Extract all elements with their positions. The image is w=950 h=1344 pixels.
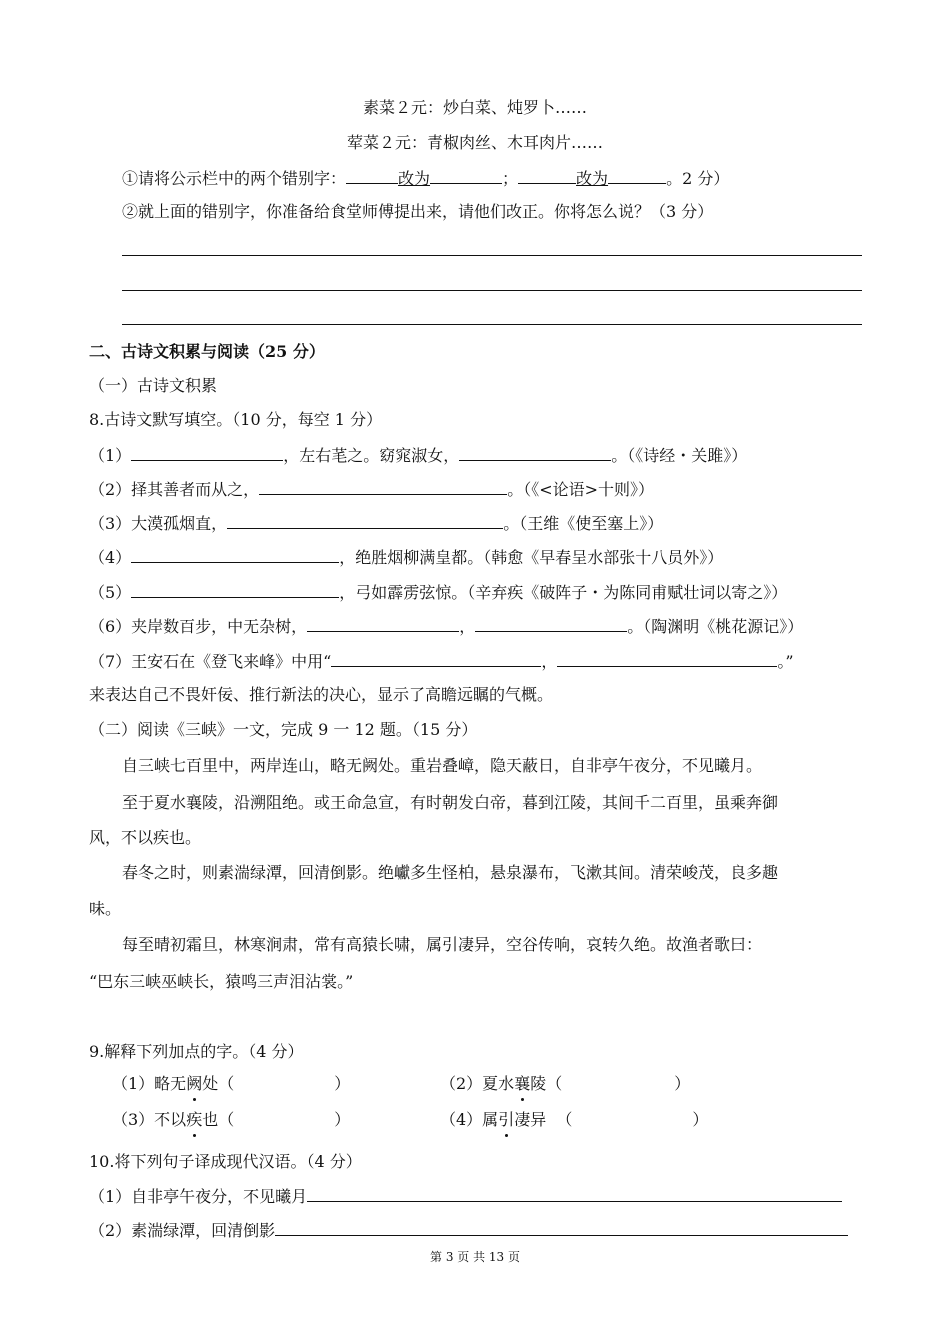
q8-l7-blank-2[interactable] [557,649,777,667]
q9-i4-dotted-char: 引 [498,1110,515,1129]
q8-l6-src: 。（陶渊明《桃花源记》） [627,617,804,636]
q8-l4-num: （4） [89,548,132,567]
q8-l7-comma: ， [541,652,558,671]
q8-line-4 [89,545,723,569]
q7-separator: ； [502,169,519,188]
passage-p4-line2: “巴东三峡巫峡长，猿鸣三声泪沾裳。” [89,972,354,991]
typo-blank-2[interactable] [518,166,576,184]
q9-i3-close: ） [334,1110,351,1129]
q8-l7-close: 。” [777,652,794,671]
q8-l1-src: 。（《诗经・关雎》） [611,446,748,465]
answer-line-2[interactable] [122,290,862,291]
q7-change-label-1: 改为 [398,169,431,188]
q8-l1-num: （1） [89,446,132,465]
q9-i4-close: ） [692,1110,709,1129]
section2-sub2: （二）阅读《三峡》一文，完成 9 一 12 题。（15 分） [89,720,478,739]
fix-blank-2[interactable] [608,166,666,184]
q9-i3-post: 也（ [202,1110,235,1129]
q8-title: 8.古诗文默写填空。（10 分，每空 1 分） [89,410,383,429]
q9-i4-post: 凄异 （ [514,1110,573,1129]
q8-l6-blank-1[interactable] [307,614,459,632]
fix-blank-1[interactable] [430,166,502,184]
q8-l6-text: （6）夹岸数百步，中无杂树， [89,617,308,636]
q10-title: 10.将下列句子译成现代汉语。（4 分） [89,1152,362,1171]
section2-title: 二、古诗文积累与阅读（25 分） [89,342,325,361]
q8-l3-src: 。（王维《使至塞上》） [503,514,664,533]
q9-i2-dotted-char: 襄 [514,1074,531,1093]
q7-part1-prefix: ①请将公示栏中的两个错别字： [122,169,347,188]
q9-item-1 [112,1073,350,1095]
answer-line-3[interactable] [122,324,862,325]
q8-l2-blank[interactable] [259,477,507,495]
q8-l5-num: （5） [89,583,132,602]
menu-meat: 荤菜２元：青椒肉丝、木耳肉片…… [346,133,603,152]
q9-i1-post: 处（ [202,1074,235,1093]
q10-sentence-2 [89,1218,848,1242]
q9-i2-pre: （2）夏水 [440,1074,515,1093]
passage-p3-line1: 春冬之时，则素湍绿潭，回清倒影。绝巘多生怪柏，悬泉瀑布，飞漱其间。清荣峻茂，良多趣 [122,863,779,882]
q8-l5-src: ，弓如霹雳弦惊。（辛弃疾《破阵子・为陈同甫赋壮词以寄之》） [339,583,788,602]
q8-l4-blank[interactable] [131,545,339,563]
q8-l2-text: （2）择其善者而从之， [89,480,260,499]
q8-line-5 [89,580,787,604]
q8-l1-blank-2[interactable] [459,443,611,461]
q9-i1-pre: （1）略无 [112,1074,187,1093]
q8-line-3 [89,511,663,535]
q8-l2-src: 。（《<论语>十则》） [507,480,655,499]
q7-part2: ②就上面的错别字，你准备给食堂师傅提出来，请他们改正。你将怎么说？（3 分） [122,202,714,221]
menu-veg: 素菜２元：炒白菜、炖罗卜…… [362,98,587,117]
q8-l1-mid: ，左右芼之。窈窕淑女， [283,446,460,465]
q8-line-2 [89,477,654,501]
typo-blank-1[interactable] [346,166,398,184]
q8-l6-comma: ， [459,617,476,636]
q8-l7-blank-1[interactable] [331,649,541,667]
q9-i1-dotted-char: 阙 [186,1074,203,1093]
q8-l3-blank[interactable] [227,511,503,529]
q9-item-2 [440,1073,690,1095]
q9-i4-pre: （4）属 [440,1110,499,1129]
q8-line-7 [89,649,794,673]
q10-s2-answer-line[interactable] [275,1218,848,1236]
q8-line-1 [89,443,747,467]
q10-s1-text: （1）自非亭午夜分，不见曦月 [89,1187,308,1206]
q8-line-6 [89,614,803,638]
passage-p4-line1: 每至晴初霜旦，林寒涧肃，常有高猿长啸，属引凄异，空谷传响，哀转久绝。故渔者歌曰： [122,935,763,954]
passage-p1: 自三峡七百里中，两岸连山，略无阙处。重岩叠嶂，隐天蔽日，自非亭午夜分，不见曦月。 [122,756,763,775]
q10-sentence-1 [89,1184,842,1208]
answer-line-1[interactable] [122,255,862,256]
q9-i2-close: ） [674,1074,691,1093]
q8-l6-blank-2[interactable] [475,614,627,632]
q8-l5-blank[interactable] [131,580,339,598]
q8-l4-src: ，绝胜烟柳满皇都。（韩愈《早春呈水部张十八员外》） [339,548,724,567]
q8-l1-blank-1[interactable] [131,443,283,461]
q8-l7-text: （7）王安石在《登飞来峰》中用“ [89,652,332,671]
q9-title: 9.解释下列加点的字。（4 分） [89,1042,304,1061]
passage-p2-line1: 至于夏水襄陵，沿溯阻绝。或王命急宣，有时朝发白帝，暮到江陵，其间千二百里，虽乘奔御 [122,793,779,812]
passage-p3-line2: 味。 [89,899,122,918]
passage-p2-line2: 风，不以疾也。 [89,828,202,847]
page-footer: 第 3 页 共 13 页 [430,1250,520,1264]
q7-change-label-2: 改为 [576,169,609,188]
q10-s2-text: （2）素湍绿潭，回清倒影 [89,1221,276,1240]
q9-i2-post: 陵（ [530,1074,563,1093]
q9-i1-close: ） [334,1074,351,1093]
q7-part1-score: 。2 分） [666,169,730,188]
q9-item-3 [112,1109,350,1131]
q9-i3-dotted-char: 疾 [186,1110,203,1129]
q8-l3-text: （3）大漠孤烟直， [89,514,228,533]
q10-s1-answer-line[interactable] [307,1184,842,1202]
q9-i3-pre: （3）不以 [112,1110,187,1129]
q7-part1 [122,166,729,190]
section2-sub1: （一）古诗文积累 [89,376,218,395]
q9-item-4 [440,1109,708,1131]
q8-line-7-cont: 来表达自己不畏奸佞、推行新法的决心，显示了高瞻远瞩的气概。 [89,685,554,704]
